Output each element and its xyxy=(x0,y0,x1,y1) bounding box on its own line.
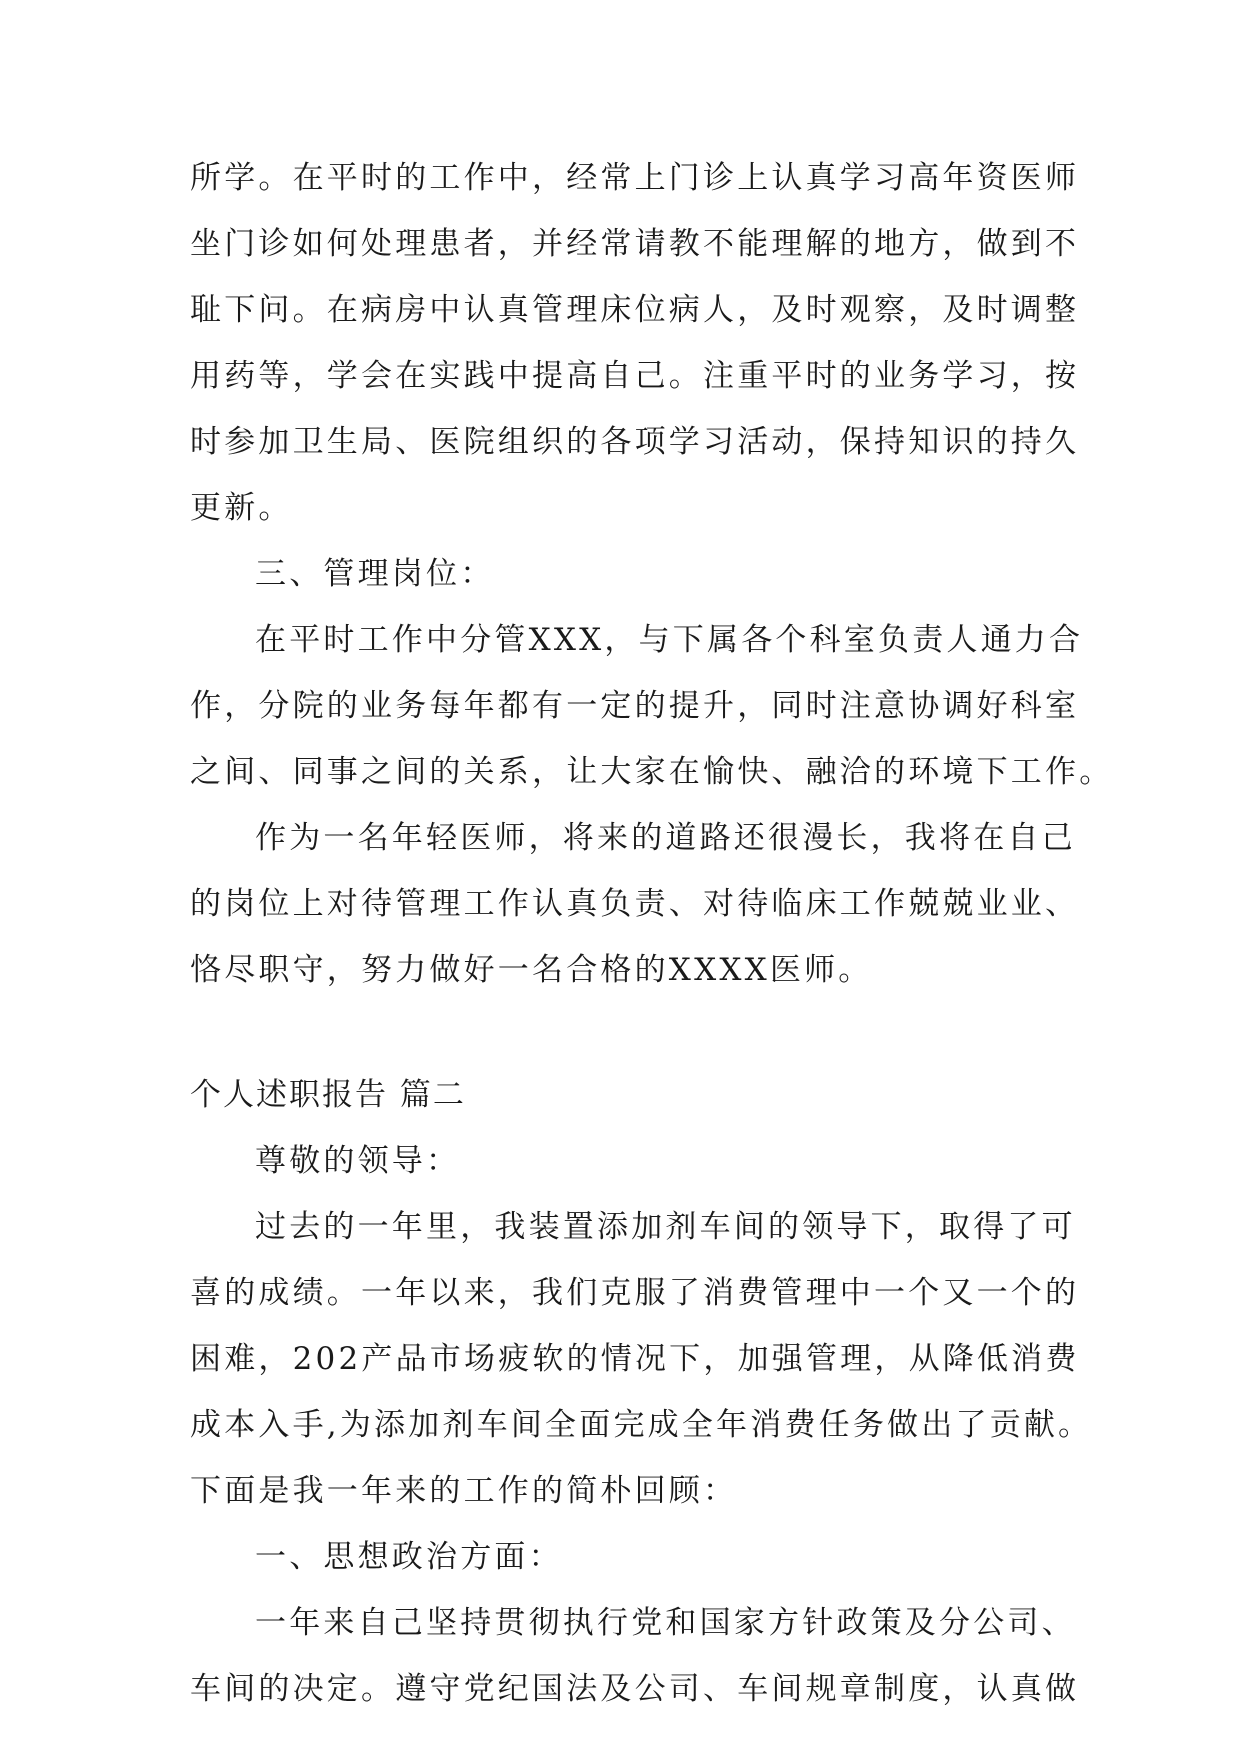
paragraph-line: 困难，202产品市场疲软的情况下，加强管理，从降低消费 xyxy=(190,1341,1080,1377)
section-heading: 三、管理岗位： xyxy=(255,556,495,592)
paragraph-line: 所学。在平时的工作中，经常上门诊上认真学习高年资医师 xyxy=(190,160,1080,196)
paragraph-line: 在平时工作中分管XXX，与下属各个科室负责人通力合 xyxy=(255,622,1084,658)
paragraph-line: 过去的一年里，我装置添加剂车间的领导下，取得了可 xyxy=(255,1209,1076,1245)
paragraph-line: 一年来自己坚持贯彻执行党和国家方针政策及分公司、 xyxy=(255,1605,1076,1641)
paragraph-line: 之间、同事之间的关系，让大家在愉快、融洽的环境下工作。 xyxy=(190,754,1114,790)
paragraph-line: 作，分院的业务每年都有一定的提升，同时注意协调好科室 xyxy=(190,688,1080,724)
section-heading: 一、思想政治方面： xyxy=(255,1539,563,1575)
paragraph-line: 成本入手,为添加剂车间全面完成全年消费任务做出了贡献。 xyxy=(190,1407,1093,1443)
paragraph-line: 车间的决定。遵守党纪国法及公司、车间规章制度，认真做 xyxy=(190,1671,1080,1707)
article-title: 个人述职报告 篇二 xyxy=(190,1077,466,1113)
paragraph-line: 的岗位上对待管理工作认真负责、对待临床工作兢兢业业、 xyxy=(190,886,1080,922)
paragraph-line: 耻下问。在病房中认真管理床位病人，及时观察，及时调整 xyxy=(190,292,1080,328)
paragraph-line: 喜的成绩。一年以来，我们克服了消费管理中一个又一个的 xyxy=(190,1275,1080,1311)
paragraph-line: 下面是我一年来的工作的简朴回顾： xyxy=(190,1473,738,1509)
paragraph-line: 坐门诊如何处理患者，并经常请教不能理解的地方，做到不 xyxy=(190,226,1080,262)
salutation: 尊敬的领导： xyxy=(255,1143,461,1179)
paragraph-line: 作为一名年轻医师，将来的道路还很漫长，我将在自己 xyxy=(255,820,1076,856)
paragraph-line: 时参加卫生局、医院组织的各项学习活动，保持知识的持久 xyxy=(190,424,1080,460)
paragraph-line: 用药等，学会在实践中提高自己。注重平时的业务学习，按 xyxy=(190,358,1080,394)
paragraph-line: 恪尽职守，努力做好一名合格的XXXX医师。 xyxy=(190,952,873,988)
paragraph-line: 更新。 xyxy=(190,490,293,526)
